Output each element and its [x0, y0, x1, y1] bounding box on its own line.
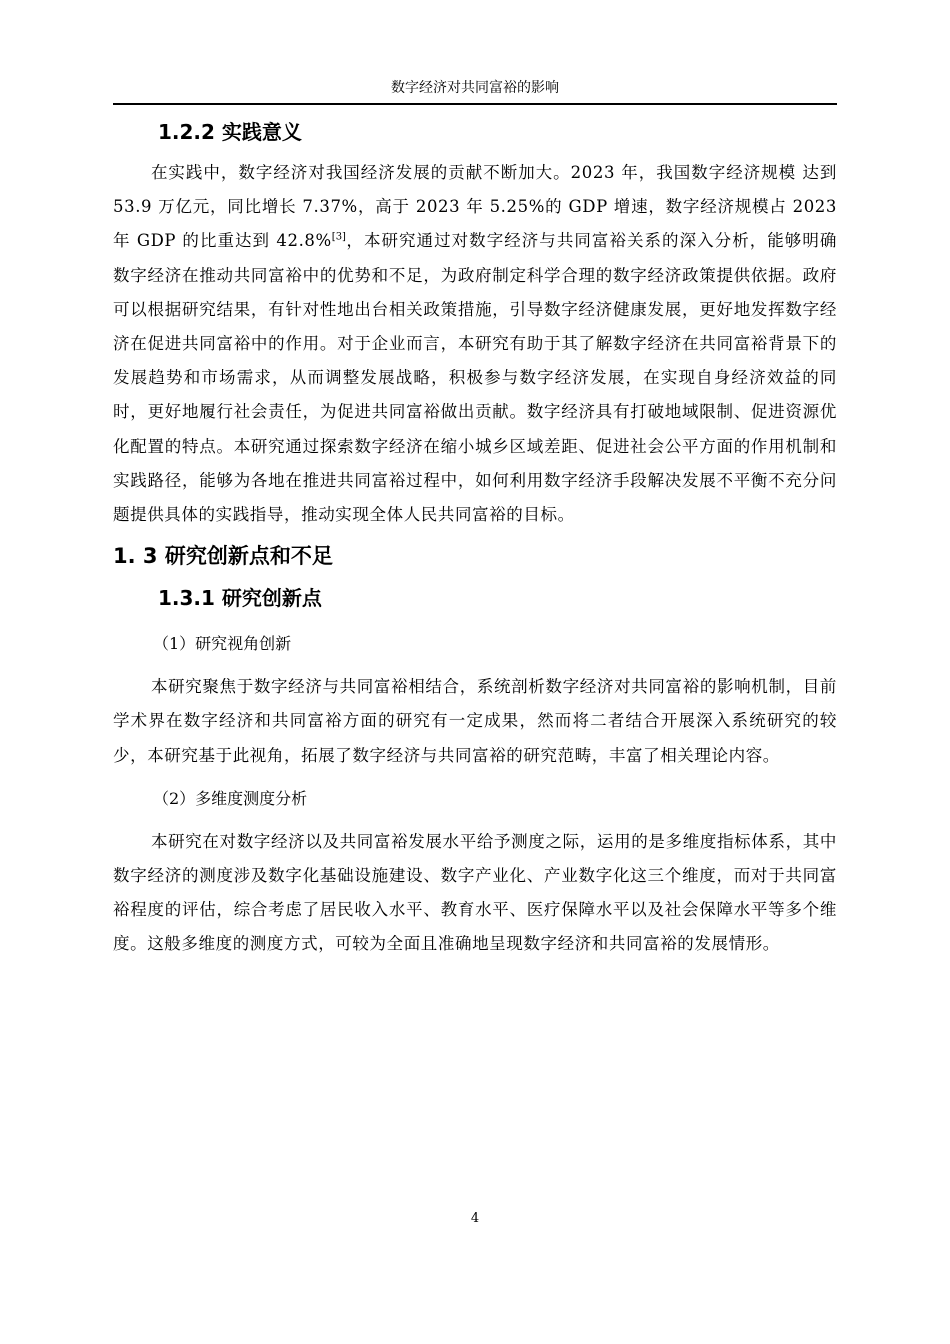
- heading-1-3-1: 1.3.1 研究创新点: [158, 586, 322, 611]
- page-body: [113, 112, 837, 962]
- item-label-research-perspective: （1）研究视角创新: [153, 634, 292, 654]
- paragraph-text-continued: ，本研究通过对数字经济与共同富裕关系的深入分析，能够明确数字经济在推动共同富裕中的优势和不足，为政府制定科学合理的数字经济政策提供依据。政府可以根据研究结果，有针对性地出台相关政策措施，引导数字经济健康发展，更好地发挥数字经济在促进共同富裕中的作用。对于企业而言，本研究有助于其了解数字经济在共同富裕背景下的发展趋势和市场需求，从而调整发展战略，积极参与数字经济发展，在实现自身经济效益的同时，更好地履行社会责任，为促进共同富裕做出贡献。数字经济具有打破地域限制、促进资源优化配置的特点。本研究通过探索数字经济在缩小城乡区域差距、促进社会公平方面的作用机制和实践路径，能够为各地在推进共同富裕过程中，如何利用数字经济手段解决发展不平衡不充分问题提供具体的实践指导，推动实现全体人民共同富裕的目标。: [113, 231, 837, 525]
- item-label-multidimensional: （2）多维度测度分析: [153, 788, 308, 808]
- paragraph-multidimensional: 本研究在对数字经济以及共同富裕发展水平给予测度之际，运用的是多维度指标体系，其中数字经济的测度涉及数字化基础设施建设、数字产业化、产业数字化这三个维度，而对于共同富裕程度的评估，综合考虑了居民收入水平、教育水平、医疗保障水平以及社会保障水平等多个维度。这般多维度的测度方式，可较为全面且准确地呈现数字经济和共同富裕的发展情形。: [113, 831, 837, 954]
- page-number: 4: [470, 1211, 480, 1226]
- heading-1-2-2: 1.2.2 实践意义: [158, 120, 302, 144]
- citation-superscript[interactable]: [3]: [331, 231, 346, 243]
- heading-1-3: 1. 3 研究创新点和不足: [113, 544, 333, 569]
- paragraph-text: 在实践中，数字经济对我国经济发展的贡献不断加大。2023 年，我国数字经济规模 达到 53.9 万亿元，同比增长 7.37%，高于 2023 年 5.25%的 GDP 增速，数字经济规模占 2023 年 GDP 的比重达到 42.8%: [113, 163, 837, 251]
- paragraph-research-perspective: 本研究聚焦于数字经济与共同富裕相结合，系统剖析数字经济对共同富裕的影响机制，目前学术界在数字经济和共同富裕方面的研究有一定成果，然而将二者结合开展深入系统研究的较少，本研究基于此视角，拓展了数字经济与共同富裕的研究范畴，丰富了相关理论内容。: [113, 677, 837, 765]
- header-divider: [113, 103, 837, 105]
- paragraph-practical-significance: [113, 156, 837, 532]
- running-header: 数字经济对共同富裕的影响: [391, 80, 559, 96]
